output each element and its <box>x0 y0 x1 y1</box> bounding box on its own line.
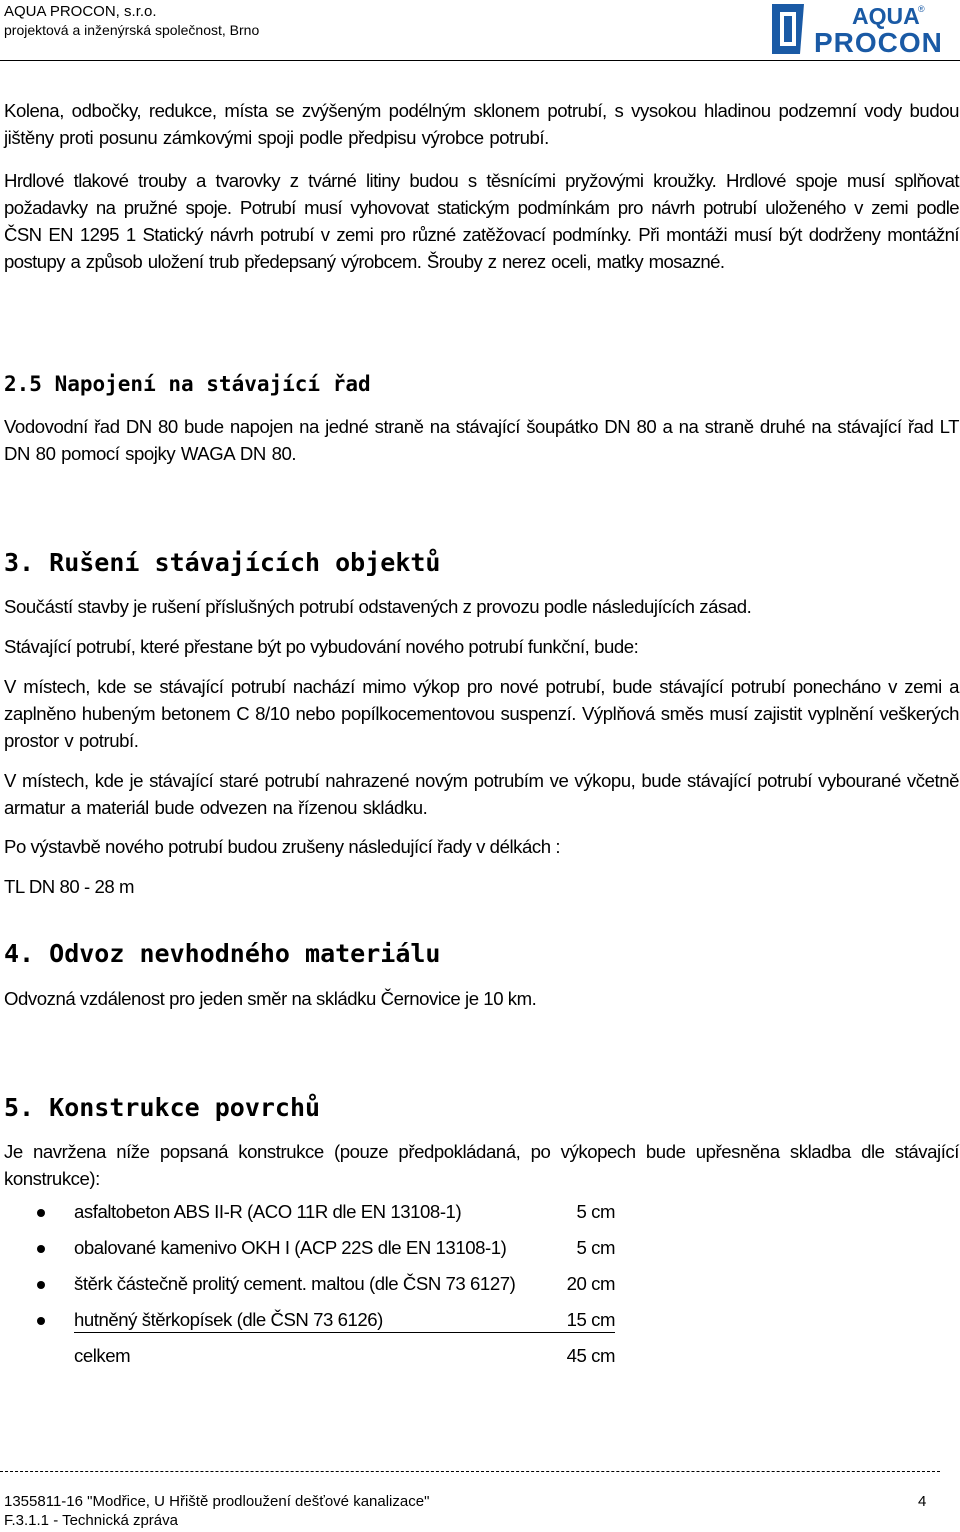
page-number: 4 <box>918 1493 927 1510</box>
paragraph-outside-trench: V místech, kde se stávající potrubí nachází mimo výkop pro nové potrubí, bude stávající potrubí ponecháno v zemi a zaplněno hubeným betonem C 8/10 nebo popílkocementovou suspenzí. Výplňová směs musí zajistit vyplnění veškerých prostor v potrubí. <box>4 676 959 751</box>
logo-text-procon: PROCON <box>814 27 943 54</box>
header-divider <box>0 60 960 61</box>
paragraph-cancelled-lines: Po výstavbě nového potrubí budou zrušeny následující řady v délkách : <box>4 836 561 857</box>
bullet-icon <box>37 1209 45 1217</box>
paragraph-socket-joints: Hrdlové tlakové trouby a tvarovky z tvárné litiny budou s těsnícími pryžovými kroužky. Hrdlové spoje musí splňovat požadavky na pružné spoje. Potrubí musí vyhovovat statickým podmínkám pro návrh potrubí uloženého v zemi podle ČSN EN 1295 1 Statický návrh potrubí v zemi pro různé zatěžovací podmínky. Při montáži musí být dodrženy montážní postupy a způsob uložení trub předepsaný výrobcem. Šrouby z nerez oceli, matky mosazné. <box>4 170 959 272</box>
paragraph-pipe-fittings: Kolena, odbočky, redukce, místa se zvýšeným podélným sklonem potrubí, s vysokou hladinou podzemní vody budou jištěny proti posunu zámkovými spoji podle předpisu výrobce potrubí. <box>4 100 959 148</box>
footer-project: 1355811-16 "Modřice, U Hřiště prodloužení dešťové kanalizace" <box>4 1493 430 1510</box>
paragraph-existing-pipe: Stávající potrubí, které přestane být po vybudování nového potrubí funkční, bude: <box>4 636 639 657</box>
paragraph-replaced-pipe: V místech, kde je stávající staré potrubí nahrazené novým potrubím ve výkopu, bude stávající potrubí vybourané včetně armatur a materiál bude odvezen na řízenou skládku. <box>4 770 959 818</box>
footer-divider <box>0 1471 940 1472</box>
paragraph-removal-intro: Součástí stavby je rušení příslušných potrubí odstavených z provozu podle následujících zásad. <box>4 596 752 617</box>
layer-thickness: 5 cm <box>576 1237 615 1258</box>
sum-divider <box>74 1332 615 1333</box>
total-label: celkem <box>74 1345 131 1366</box>
bullet-icon <box>37 1245 45 1253</box>
footer-document: F.3.1.1 - Technická zpráva <box>4 1512 178 1529</box>
aqua-procon-logo <box>770 2 960 54</box>
company-subtitle: projektová a inženýrská společnost, Brno <box>4 22 260 38</box>
bullet-icon <box>37 1281 45 1289</box>
company-name: AQUA PROCON, s.r.o. <box>4 3 157 20</box>
layer-thickness: 20 cm <box>566 1273 615 1294</box>
layer-name: hutněný štěrkopísek (dle ČSN 73 6126) <box>74 1309 383 1330</box>
logo-text-aqua: AQUA <box>852 3 920 29</box>
layer-thickness: 15 cm <box>566 1309 615 1330</box>
bullet-icon <box>37 1317 45 1325</box>
layer-name: štěrk částečně prolitý cement. maltou (dle ČSN 73 6127) <box>74 1273 516 1294</box>
heading-3: 3. Rušení stávajících objektů <box>4 548 441 577</box>
layer-thickness: 5 cm <box>576 1201 615 1222</box>
paragraph-connection: Vodovodní řad DN 80 bude napojen na jedné straně na stávající šoupátko DN 80 a na straně druhé na stávající řad LT DN 80 pomocí spojky WAGA DN 80. <box>4 416 959 464</box>
heading-4: 4. Odvoz nevhodného materiálu <box>4 939 441 968</box>
layer-name: obalované kamenivo OKH I (ACP 22S dle EN 13108-1) <box>74 1237 507 1258</box>
paragraph-haul-distance: Odvozná vzdálenost pro jeden směr na skládku Černovice je 10 km. <box>4 988 537 1009</box>
paragraph-structure: Je navržena níže popsaná konstrukce (pouze předpokládaná, po výkopech bude upřesněna skladba dle stávající konstrukce): <box>4 1141 959 1189</box>
total-thickness: 45 cm <box>566 1345 615 1366</box>
paragraph-tl-dn80: TL DN 80 - 28 m <box>4 876 134 897</box>
heading-5: 5. Konstrukce povrchů <box>4 1093 321 1122</box>
layer-name: asfaltobeton ABS II-R (ACO 11R dle EN 13108-1) <box>74 1201 462 1222</box>
heading-2-5: 2.5 Napojení na stávající řad <box>4 372 371 396</box>
company-header <box>4 3 259 39</box>
logo-registered: ® <box>918 4 925 14</box>
